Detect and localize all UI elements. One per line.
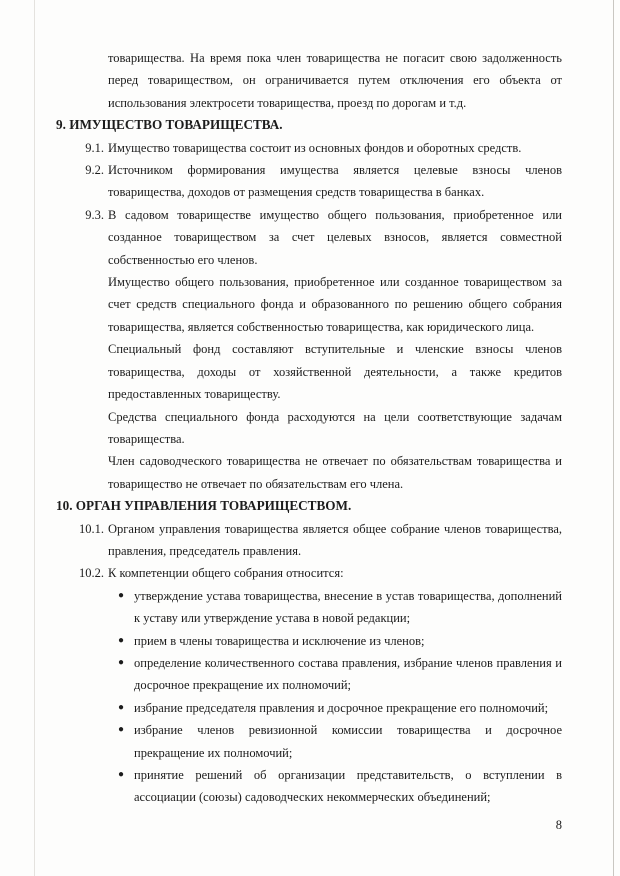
bullet-icon: ●: [117, 769, 125, 780]
bullet-text: принятие решений об организации представительств, о вступлении в ассоциации (союзы) садоводческих некоммерческих объединений;: [134, 768, 562, 805]
section-10-heading: 10. ОРГАН УПРАВЛЕНИЯ ТОВАРИЩЕСТВОМ.: [56, 498, 352, 514]
bullet-item: [56, 585, 562, 630]
bullet-text: прием в члены товарищества и исключение из членов;: [134, 633, 425, 648]
clause-text: В садовом товариществе имущество общего пользования, приобретенное или созданное товариществом за счет целевых взносов, является совместной собственностью его членов.: [108, 207, 562, 267]
intro-paragraph: товарищества. На время пока член товарищества не погасит свою задолженность перед товариществом, он ограничивается путем отключения его объекта от использования электросети товарищества, проезд по дорогам и т.д.: [108, 51, 562, 110]
clause-text: Органом управления товарищества является общее собрание членов товарищества, правления, председатель правления.: [108, 521, 562, 558]
clause-10-2: [56, 562, 562, 584]
section-9-heading: 9. ИМУЩЕСТВО ТОВАРИЩЕСТВА.: [56, 117, 283, 133]
bullet-icon: ●: [117, 589, 125, 601]
clause-number: 10.1.: [79, 521, 104, 536]
clause-text: Имущество товарищества состоит из основных фондов и оборотных средств.: [108, 140, 522, 155]
paragraph-liability: Член садоводческого товарищества не отвечает по обязательствам товарищества и товарищество не отвечает по обязательствам его члена.: [108, 454, 562, 491]
bullet-item: [56, 764, 562, 809]
page-content: [56, 47, 562, 809]
bullet-item: [56, 719, 562, 764]
clause-number: 9.3.: [85, 207, 104, 222]
clause-9-3: [56, 204, 562, 271]
bullet-icon: ●: [117, 634, 125, 646]
paragraph-common-property: Имущество общего пользования, приобретенное или созданное товариществом за счет средств специального фонда и образованного по решению общего собрания товарищества, является собственностью товарищества, как юридического лица.: [108, 275, 562, 334]
clause-10-1: [56, 518, 562, 563]
bullet-text: определение количественного состава правления, избрание членов правления и досрочное прекращение их полномочий;: [134, 655, 562, 693]
clause-text: К компетенции общего собрания относится:: [108, 566, 344, 581]
bullet-item: [56, 630, 562, 652]
bullet-text: избрание членов ревизионной комиссии товарищества и досрочное прекращение их полномочий;: [134, 723, 562, 760]
clause-number: 10.2.: [79, 566, 104, 581]
bullet-icon: ●: [117, 701, 125, 713]
bullet-text: утверждение устава товарищества, внесение в устав товарищества, дополнений к уставу или утверждение устава в новой редакции;: [134, 588, 562, 626]
page-number: 8: [555, 818, 562, 832]
bullet-item: [56, 652, 562, 697]
clause-text: Источником формирования имущества является целевые взносы членов товарищества, доходов от размещения средств товарищества в банках.: [108, 163, 562, 200]
bullet-icon: ●: [117, 656, 125, 668]
bullet-item: [56, 697, 562, 719]
clause-number: 9.2.: [85, 163, 104, 178]
paragraph-fund-usage: Средства специального фонда расходуются на цели соответствующие задачам товарищества.: [108, 409, 562, 446]
clause-9-2: [56, 159, 562, 204]
bullet-text: избрание председателя правления и досрочное прекращение его полномочий;: [134, 700, 549, 715]
clause-number: 9.1.: [85, 140, 104, 155]
clause-9-1: [56, 137, 562, 159]
paragraph-special-fund: Специальный фонд составляют вступительные и членские взносы членов товарищества, доходы от хозяйственной деятельности, а также кредитов предоставленных товариществу.: [108, 342, 562, 402]
bullet-icon: ●: [117, 724, 125, 736]
